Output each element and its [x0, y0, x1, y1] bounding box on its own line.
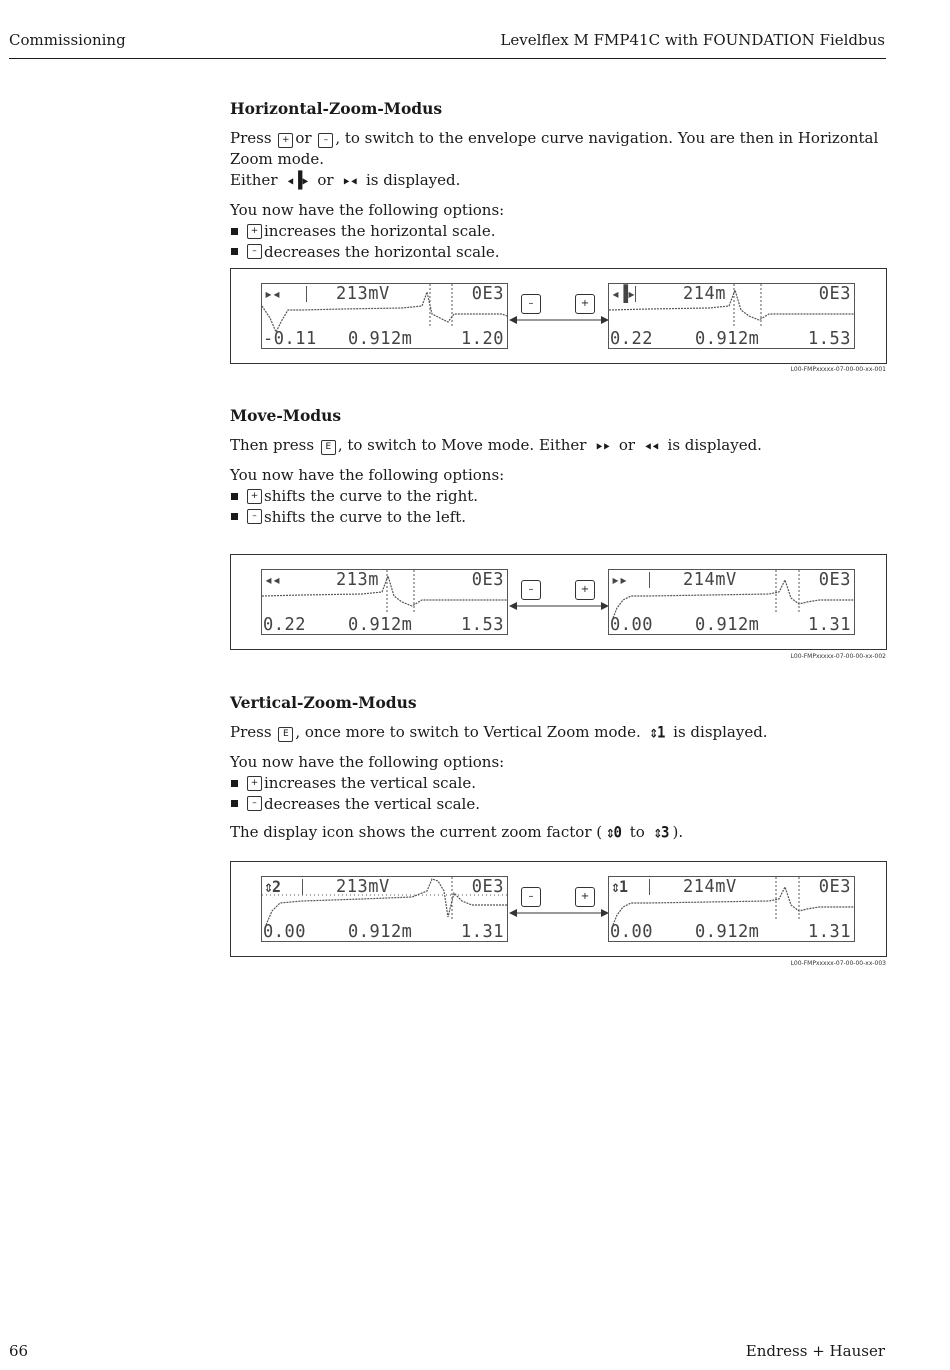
- zoom-factor-note: The display icon shows the current zoom factor ( ⇕0 to ⇕3 ).: [230, 822, 890, 844]
- lcd-amplitude: 213mV: [336, 876, 390, 898]
- lcd-scale-start: 0.00: [610, 921, 653, 943]
- paragraph: Press + or – , to switch to the envelope curve navigation. You are then in Horizontal Zoom mode. Either ◂▐▸ or ▸◂ is displayed.: [230, 128, 890, 192]
- options-intro: You now have the following options:: [230, 466, 505, 484]
- running-header-section: Commissioning: [9, 31, 126, 49]
- paragraph: Then press E , to switch to Move mode. Either ▸▸ or ◂◂ is displayed.: [230, 435, 890, 457]
- section-title: Vertical-Zoom-Modus: [230, 693, 417, 712]
- lcd-distance: 0.912m: [348, 921, 413, 943]
- bullet-icon: [231, 493, 238, 500]
- lcd-scale-start: 0.00: [610, 614, 653, 636]
- minus-key-icon: –: [247, 796, 262, 811]
- section-title: Move-Modus: [230, 406, 342, 425]
- section-vertical-zoom: [230, 693, 890, 844]
- minus-key-icon: –: [521, 294, 541, 314]
- vertical-zoom-icon: ⇕0: [606, 823, 621, 843]
- header-rule: [9, 58, 886, 59]
- lcd-scale-start: 0.22: [263, 614, 306, 636]
- lcd-amplitude: 214mV: [683, 569, 737, 591]
- list-item: – decreases the vertical scale.: [230, 794, 890, 815]
- figure-caption: L00-FMPxxxxx-07-00-00-xx-001: [790, 366, 886, 373]
- lcd-separator: [635, 286, 636, 302]
- section-horizontal-zoom: [230, 99, 890, 262]
- zoom-in-icon: ▸◂: [342, 171, 358, 191]
- zoom-in-icon: ▸◂: [264, 284, 281, 304]
- lcd-error-code: 0E3: [471, 876, 504, 898]
- figure-caption: L00-FMPxxxxx-07-00-00-xx-003: [790, 960, 886, 967]
- minus-key-icon: –: [521, 580, 541, 600]
- list-item: + increases the horizontal scale.: [230, 221, 890, 242]
- plus-key-icon: +: [575, 887, 595, 907]
- plus-key-icon: +: [247, 776, 262, 791]
- lcd-scale-end: 1.31: [461, 921, 504, 943]
- lcd-display-before: [261, 569, 508, 635]
- lcd-distance: 0.912m: [348, 328, 413, 350]
- list-item: – shifts the curve to the left.: [230, 507, 890, 528]
- lcd-error-code: 0E3: [471, 569, 504, 591]
- enter-key-icon: E: [321, 440, 336, 455]
- lcd-display-before: [261, 283, 508, 349]
- move-right-icon: ▸▸: [611, 570, 628, 590]
- minus-key-icon: –: [521, 887, 541, 907]
- options-intro: You now have the following options:: [230, 201, 505, 219]
- lcd-scale-end: 1.20: [461, 328, 504, 350]
- section-move: [230, 406, 890, 527]
- move-right-icon: ▸▸: [595, 436, 611, 456]
- vertical-zoom-icon: ⇕3: [653, 823, 669, 843]
- lcd-error-code: 0E3: [818, 876, 851, 898]
- minus-key-icon: –: [247, 509, 262, 524]
- lcd-scale-end: 1.31: [808, 614, 851, 636]
- lcd-scale-end: 1.53: [461, 614, 504, 636]
- vertical-zoom-icon: ⇕1: [611, 877, 628, 897]
- plus-key-icon: +: [575, 580, 595, 600]
- lcd-amplitude: 213m: [336, 569, 379, 591]
- lcd-separator: [306, 286, 307, 302]
- lcd-display-after: [608, 569, 855, 635]
- running-header-title: Levelflex M FMP41C with FOUNDATION Fieldbus: [500, 31, 885, 49]
- list-item: – decreases the horizontal scale.: [230, 242, 890, 263]
- lcd-distance: 0.912m: [695, 921, 760, 943]
- lcd-scale-end: 1.53: [808, 328, 851, 350]
- vertical-zoom-icon: ⇕1: [649, 723, 665, 743]
- lcd-display-after: [608, 283, 855, 349]
- plus-key-icon: +: [278, 133, 293, 148]
- lcd-distance: 0.912m: [348, 614, 413, 636]
- figure-move: [230, 554, 887, 650]
- lcd-amplitude: 214m: [683, 283, 726, 305]
- figure-vertical-zoom: [230, 861, 887, 957]
- bullet-icon: [231, 780, 238, 787]
- lcd-scale-start: 0.00: [263, 921, 306, 943]
- double-arrow-icon: [509, 315, 609, 325]
- lcd-amplitude: 214mV: [683, 876, 737, 898]
- list-item: + shifts the curve to the right.: [230, 486, 890, 507]
- list-item: + increases the vertical scale.: [230, 773, 890, 794]
- lcd-separator: [649, 572, 650, 588]
- plus-key-icon: +: [247, 489, 262, 504]
- lcd-display-after: [608, 876, 855, 942]
- move-left-icon: ◂◂: [643, 436, 659, 456]
- figure-horizontal-zoom: [230, 268, 887, 364]
- lcd-amplitude: 213mV: [336, 283, 390, 305]
- bullet-icon: [231, 248, 238, 255]
- bullet-icon: [231, 228, 238, 235]
- enter-key-icon: E: [278, 727, 293, 742]
- move-left-icon: ◂◂: [264, 570, 281, 590]
- minus-key-icon: –: [247, 244, 262, 259]
- lcd-error-code: 0E3: [818, 283, 851, 305]
- minus-key-icon: –: [318, 133, 333, 148]
- figure-caption: L00-FMPxxxxx-07-00-00-xx-002: [790, 653, 886, 660]
- footer-brand: Endress + Hauser: [745, 1342, 885, 1360]
- lcd-error-code: 0E3: [471, 283, 504, 305]
- bullet-icon: [231, 513, 238, 520]
- double-arrow-icon: [509, 908, 609, 918]
- lcd-separator: [649, 879, 650, 895]
- lcd-scale-start: 0.22: [610, 328, 653, 350]
- paragraph: Press E , once more to switch to Vertical Zoom mode. ⇕1 is displayed.: [230, 722, 890, 744]
- vertical-zoom-icon: ⇕2: [264, 877, 281, 897]
- lcd-error-code: 0E3: [818, 569, 851, 591]
- plus-key-icon: +: [247, 224, 262, 239]
- page-number: 66: [9, 1342, 29, 1360]
- plus-key-icon: +: [575, 294, 595, 314]
- zoom-out-icon: ◂▐▸: [611, 284, 636, 304]
- zoom-out-icon: ◂▐▸: [286, 171, 309, 191]
- lcd-scale-start: -0.11: [263, 328, 317, 350]
- options-intro: You now have the following options:: [230, 753, 505, 771]
- section-title: Horizontal-Zoom-Modus: [230, 99, 443, 118]
- lcd-scale-end: 1.31: [808, 921, 851, 943]
- lcd-distance: 0.912m: [695, 614, 760, 636]
- lcd-display-before: [261, 876, 508, 942]
- bullet-icon: [231, 800, 238, 807]
- lcd-separator: [302, 879, 303, 895]
- lcd-distance: 0.912m: [695, 328, 760, 350]
- double-arrow-icon: [509, 601, 609, 611]
